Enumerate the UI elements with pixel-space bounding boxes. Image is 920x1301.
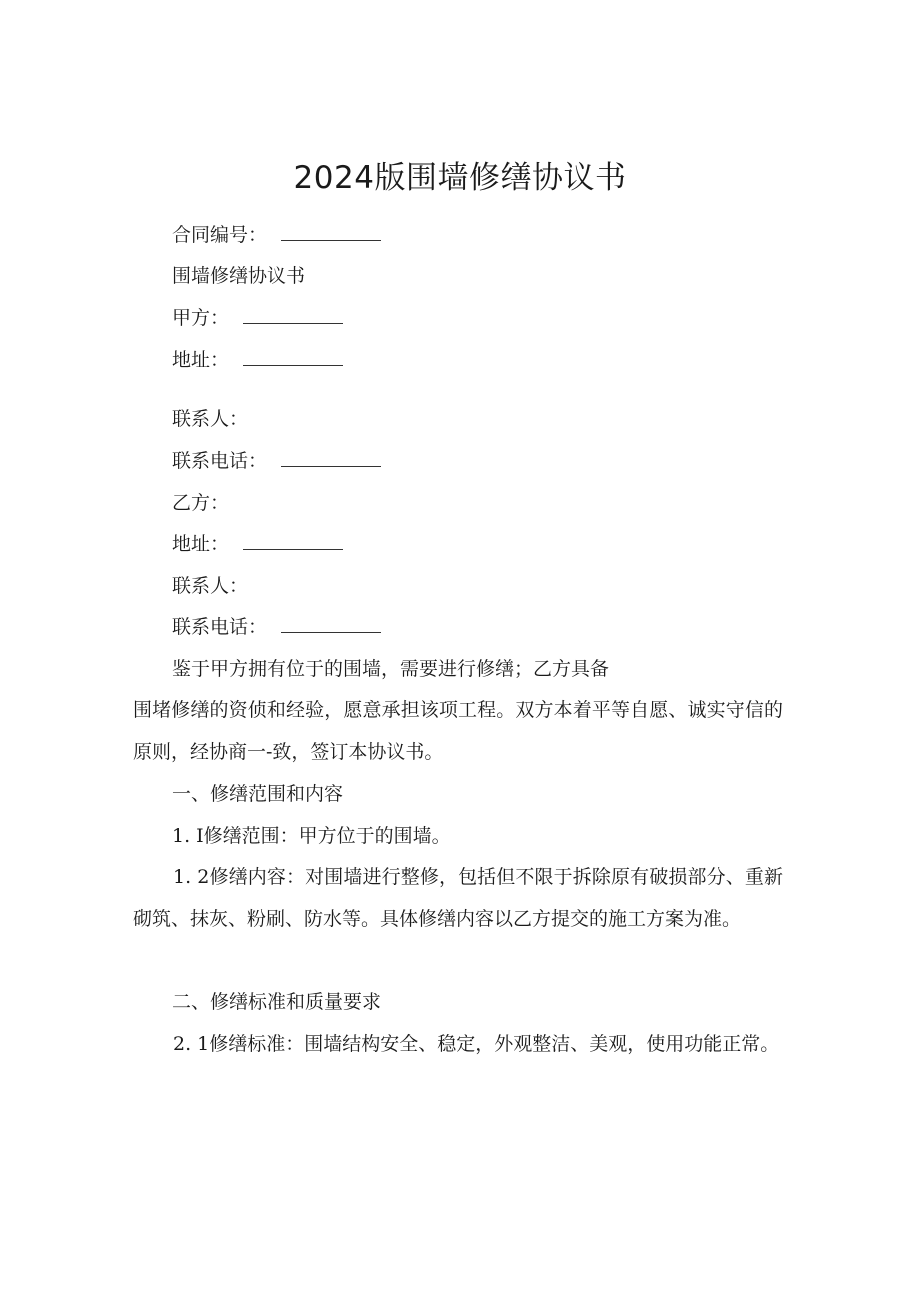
contract-number-label: 合同编号：	[172, 224, 268, 246]
document-title: 2024版围墙修缮协议书	[293, 160, 627, 196]
party-b-address-blank	[243, 533, 343, 550]
intro-line-1: 鉴于甲方拥有位于的围墙，需要进行修缮；乙方具备	[172, 658, 610, 680]
section-1-item-1: 1. I修缮范围：甲方位于的围墙。	[172, 825, 451, 847]
party-a-phone-blank	[281, 450, 381, 467]
party-a-contact-label: 联系人：	[172, 408, 249, 430]
contract-number-blank	[281, 224, 381, 241]
party-b-label: 乙方：	[172, 492, 230, 514]
section-1-heading: 一、修缮范围和内容	[172, 783, 344, 805]
intro-paragraph: 围堵修缮的资侦和经验，愿意承担该项工程。双方本着平等自愿、诚实守信的原则，经协商一-致，签订本协议书。	[133, 699, 783, 763]
party-b-contact-label: 联系人：	[172, 575, 249, 597]
contract-number-row	[172, 221, 381, 249]
party-b-phone-blank	[281, 616, 381, 633]
section-2-item-1: 2. 1修缮标准：围墙结构安全、稳定，外观整洁、美观，使用功能正常。	[173, 1033, 780, 1055]
section-2-heading: 二、修缮标准和质量要求	[172, 991, 382, 1013]
party-a-phone-label: 联系电话：	[172, 450, 268, 472]
party-a-address-label: 地址：	[172, 349, 230, 371]
party-a-address-blank	[243, 349, 343, 366]
party-a-blank	[243, 307, 343, 324]
party-b-address-row	[172, 530, 343, 558]
document-subtitle: 围墙修缮协议书	[172, 265, 306, 287]
party-a-label: 甲方：	[172, 307, 230, 329]
party-a-phone-row	[172, 447, 381, 475]
party-a-row	[172, 304, 343, 332]
party-b-phone-label: 联系电话：	[172, 616, 268, 638]
party-b-phone-row	[172, 613, 381, 641]
party-b-address-label: 地址：	[172, 533, 230, 555]
party-a-address-row	[172, 346, 343, 374]
section-1-item-2: 1. 2修缮内容：对围墙进行整修，包括但不限于拆除原有破损部分、重新砌筑、抹灰、粉刷、防水等。具体修缮内容以乙方提交的施工方案为准。	[133, 866, 783, 930]
